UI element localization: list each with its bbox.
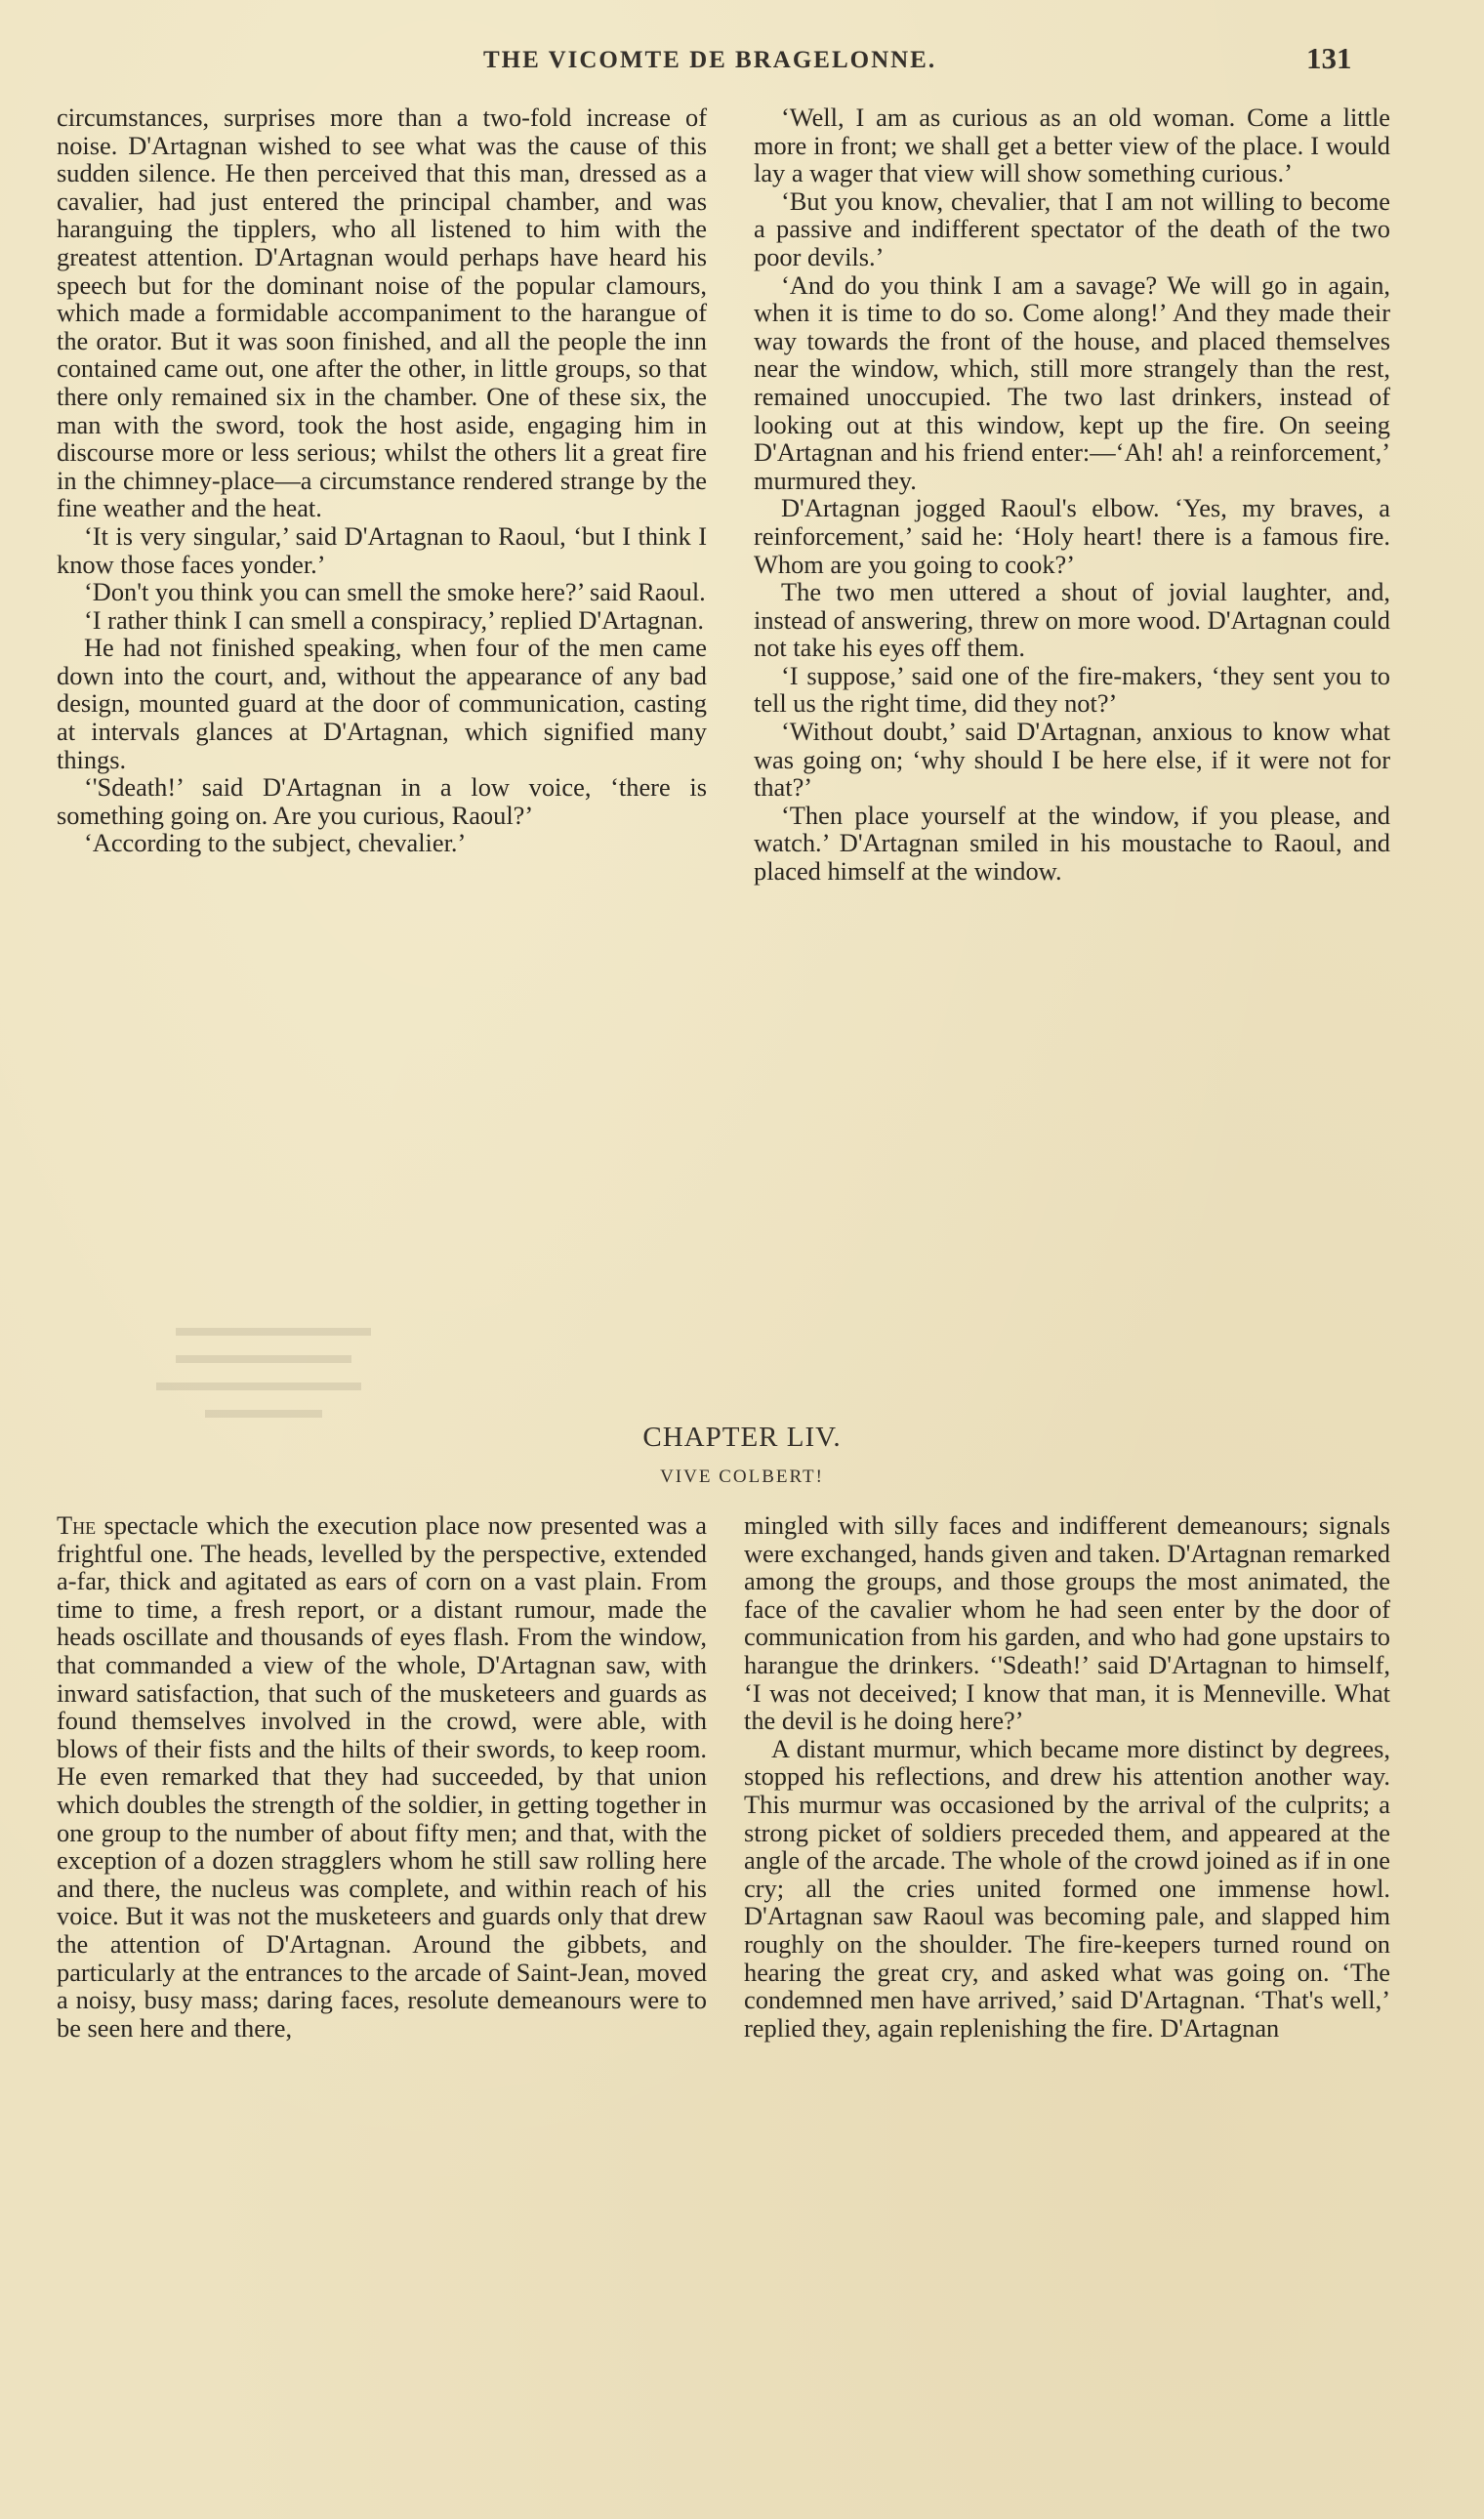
chapter-opening-word: The (57, 1510, 97, 1540)
running-title: THE VICOMTE DE BRAGELONNE. (483, 47, 937, 73)
chapter-subtitle: VIVE COLBERT! (660, 1466, 824, 1487)
paragraph: ‘Well, I am as curious as an old woman. Come a little more in front; we shall get a better view of the place. I would lay a wager that view will show something curious.’ (754, 103, 1390, 188)
paragraph (57, 1511, 707, 2042)
paragraph: mingled with silly faces and indifferent demeanours; signals were exchanged, hands given and taken. D'Artagnan remarked among the groups, and those groups the most animated, the face of the cavalier whom he had seen enter by the door of communication from his garden, and who had gone upstairs to harangue the drinkers. ‘'Sdeath!’ said D'Artagnan to himself, ‘I was not deceived; I know that man, it is Menneville. What the devil is he doing here?’ (744, 1510, 1390, 1736)
paragraph: ‘And do you think I am a savage? We will go in again, when it is time to do so. Come along!’ And they made their way towards the front of the house, and placed themselves near the window, which, still more strangely than the rest, remained unoccupied. The two last drinkers, instead of looking out at this window, kept up the fire. On seeing D'Artagnan and his friend enter:—‘Ah! ah! a reinforcement,’ murmured they. (754, 269, 1390, 495)
paragraph: ‘Then place yourself at the window, if you please, and watch.’ D'Artagnan smiled in his moustache to Raoul, and placed himself at the window. (754, 800, 1390, 887)
paragraph: ‘It is very singular,’ said D'Artagnan to Raoul, ‘but I think I know those faces yonder.’ (57, 520, 707, 579)
paragraph-text: spectacle which the execution place now presented was a frightful one. The heads, levelled by the perspective, extended a-far, thick and agitated as ears of corn on a vast plain. From time to time, a fresh report, or a distant rumour, made the heads oscillate and thousands of eyes flash. From the window, that commanded a view of the whole, D'Artagnan saw, with inward satisfaction, that such of the musketeers and guards as found themselves involved in the crowd, were able, with blows of their fists and the hilts of their swords, to keep room. He even remarked that they had succeeded, by that union which doubles the strength of the soldier, in getting together in one group to the number of about fifty men; and that, with the exception of a dozen stragglers whom he still saw rolling here and there, the nucleus was complete, and within reach of his voice. But it was not the musketeers and guards only that drew the attention of D'Artagnan. Around the gibbets, and particularly at the entrances to the arcade of Saint-Jean, moved a noisy, busy mass; daring faces, resolute demeanours were to be seen here and there, (57, 1510, 707, 2043)
paragraph: ‘Don't you think you can smell the smoke here?’ said Raoul. (84, 577, 706, 607)
running-header (0, 39, 1484, 88)
paragraph: ‘I rather think I can smell a conspiracy,’ replied D'Artagnan. (84, 604, 704, 635)
bottom-right-column (744, 1511, 1390, 2042)
paragraph: circumstances, surprises more than a two-fold increase of noise. D'Artagnan wished to see what was the cause of this sudden silence. He then perceived that this man, dressed as a cavalier, had just entered the principal chamber, and was haranguing the tipplers, who all listened to him with the greatest attention. D'Artagnan would perhaps have heard his speech but for the dominant noise of the popular clamours, which made a formidable accompaniment to the harangue of the orator. But it was soon finished, and all the people the inn contained came out, one after the other, in little groups, so that there only remained six in the chamber. One of these six, the man with the sword, took the host aside, engaging him in discourse more or less serious; whilst the others lit a great fire in the chimney-place—a circumstance rendered strange by the fine weather and the heat. (57, 103, 707, 523)
chapter-title: CHAPTER LIV. (642, 1422, 842, 1453)
paragraph: He had not finished speaking, when four of the men came down into the court, and, without the appearance of any bad design, mounted guard at the door of communication, casting at intervals glances at D'Artagnan, which signified many things. (57, 633, 707, 774)
bleed-marks (127, 1318, 381, 1425)
paragraph: D'Artagnan jogged Raoul's elbow. ‘Yes, my braves, a reinforcement,’ said he: ‘Holy heart! there is a famous fire. Whom are you going to cook?’ (754, 493, 1390, 579)
paragraph: ‘Without doubt,’ said D'Artagnan, anxious to know what was going on; ‘why should I be here else, if it were not for that?’ (754, 717, 1390, 803)
bottom-left-column (57, 1511, 707, 2042)
page-number: 131 (1306, 41, 1352, 75)
paragraph: ‘According to the subject, chevalier.’ (84, 828, 467, 858)
top-right-column (754, 103, 1390, 886)
paragraph: ‘I suppose,’ said one of the fire-makers, ‘they sent you to tell us the right time, did they not?’ (754, 660, 1390, 719)
paragraph: The two men uttered a shout of jovial laughter, and, instead of answering, threw on more wood. D'Artagnan could not take his eyes off them. (754, 577, 1390, 663)
paragraph: A distant murmur, which became more distinct by degrees, stopped his reflections, and drew his attention another way. This murmur was occasioned by the arrival of the culprits; a strong picket of soldiers preceded them, and appeared at the angle of the arcade. The whole of the crowd joined as if in one cry; all the cries united formed one immense howl. D'Artagnan saw Raoul was becoming pale, and slapped him roughly on the shoulder. The fire-keepers turned round on hearing the great cry, and asked what was going on. ‘The condemned men have arrived,’ said D'Artagnan. ‘That's well,’ replied they, again replenishing the fire. D'Artagnan (744, 1733, 1390, 2043)
paragraph: ‘But you know, chevalier, that I am not willing to become a passive and indifferent spectator of the death of the two poor devils.’ (754, 186, 1390, 271)
top-left-column (57, 103, 707, 857)
show-through-texture (127, 1318, 381, 1425)
paragraph: ‘'Sdeath!’ said D'Artagnan in a low voice, ‘there is something going on. Are you curious, Raoul?’ (57, 772, 707, 830)
